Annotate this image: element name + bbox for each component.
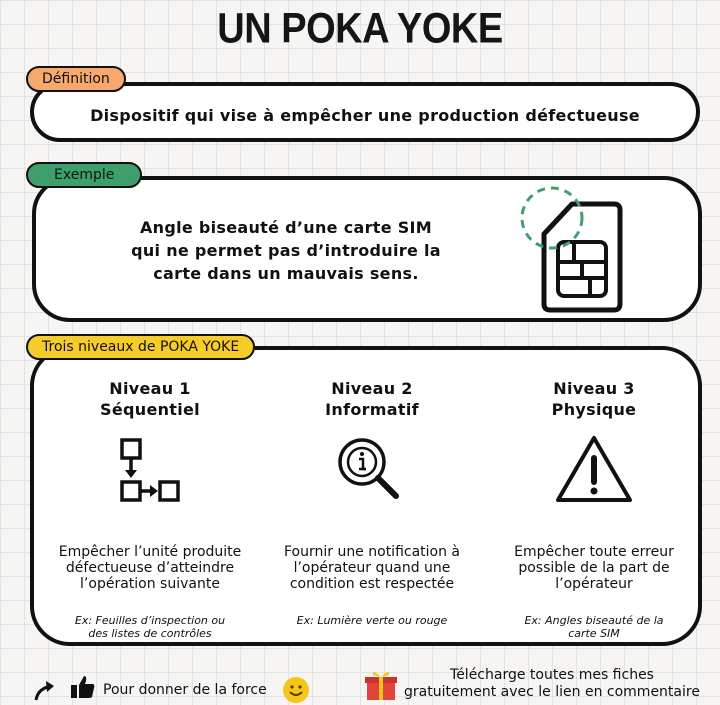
level-heading: [262, 378, 482, 420]
share-arrow-icon[interactable]: [32, 680, 58, 702]
smiley-icon: [282, 676, 310, 704]
description-line: Empêcher toute erreur: [514, 544, 674, 560]
thumbs-up-icon[interactable]: [70, 674, 96, 700]
example-line: Ex: Lumière verte ou rouge: [296, 614, 448, 627]
definition-card: [30, 82, 700, 142]
info-magnifier-icon: [262, 434, 482, 514]
flow-diagram-icon: [40, 434, 260, 514]
example-line: carte dans un mauvais sens.: [153, 264, 419, 283]
description-line: Fournir une notification à: [283, 544, 461, 560]
footer: [0, 666, 720, 705]
description-line: l’opérateur: [555, 576, 633, 592]
page-title: UN POKA YOKE: [217, 5, 503, 53]
level-type: Informatif: [325, 400, 419, 419]
description-line: défectueuse d’atteindre: [65, 560, 235, 576]
levels-card: [30, 346, 702, 646]
footer-left-text: Pour donner de la force: [103, 682, 267, 698]
footer-right-text: [404, 667, 700, 701]
level-heading: [484, 378, 704, 420]
level-description: [40, 544, 260, 592]
level-description: [484, 544, 704, 592]
definition-text: Dispositif qui vise à empêcher une production défectueuse: [90, 106, 640, 125]
gift-icon: [364, 668, 398, 702]
level-heading: [40, 378, 260, 420]
description-line: Empêcher l’unité produite: [58, 544, 242, 560]
level-number: Niveau 2: [331, 379, 413, 398]
example-line: Ex: Angles biseauté de la: [524, 614, 664, 627]
levels-label: Trois niveaux de POKA YOKE: [26, 334, 255, 360]
level-type: Physique: [551, 400, 637, 419]
level-example: [40, 614, 260, 640]
description-line: l’opération suivante: [80, 576, 220, 592]
example-card: [32, 176, 702, 322]
sim-card-icon: [514, 186, 624, 316]
footer-line: gratuitement avec le lien en commentaire: [404, 684, 700, 700]
description-line: l’opérateur quand une: [293, 560, 451, 576]
level-example: [484, 614, 704, 640]
level-description: [262, 544, 482, 592]
definition-label: Définition: [26, 66, 126, 92]
warning-icon: [484, 434, 704, 514]
example-line: qui ne permet pas d’introduire la: [131, 241, 441, 260]
example-line: Ex: Feuilles d’inspection ou: [74, 614, 226, 627]
level-column-3: [484, 378, 704, 640]
level-column-1: [40, 378, 260, 640]
description-line: condition est respectée: [289, 576, 455, 592]
example-line: Angle biseauté d’une carte SIM: [139, 218, 433, 237]
example-label: Exemple: [26, 162, 142, 188]
level-number: Niveau 3: [553, 379, 635, 398]
level-example: [262, 614, 482, 627]
level-type: Séquentiel: [100, 400, 200, 419]
example-text: [116, 216, 456, 285]
level-number: Niveau 1: [109, 379, 191, 398]
description-line: possible de la part de: [518, 560, 670, 576]
example-line: carte SIM: [568, 627, 620, 640]
footer-line: Télécharge toutes mes fiches: [450, 667, 654, 683]
level-column-2: [262, 378, 482, 627]
example-line: des listes de contrôles: [88, 627, 212, 640]
